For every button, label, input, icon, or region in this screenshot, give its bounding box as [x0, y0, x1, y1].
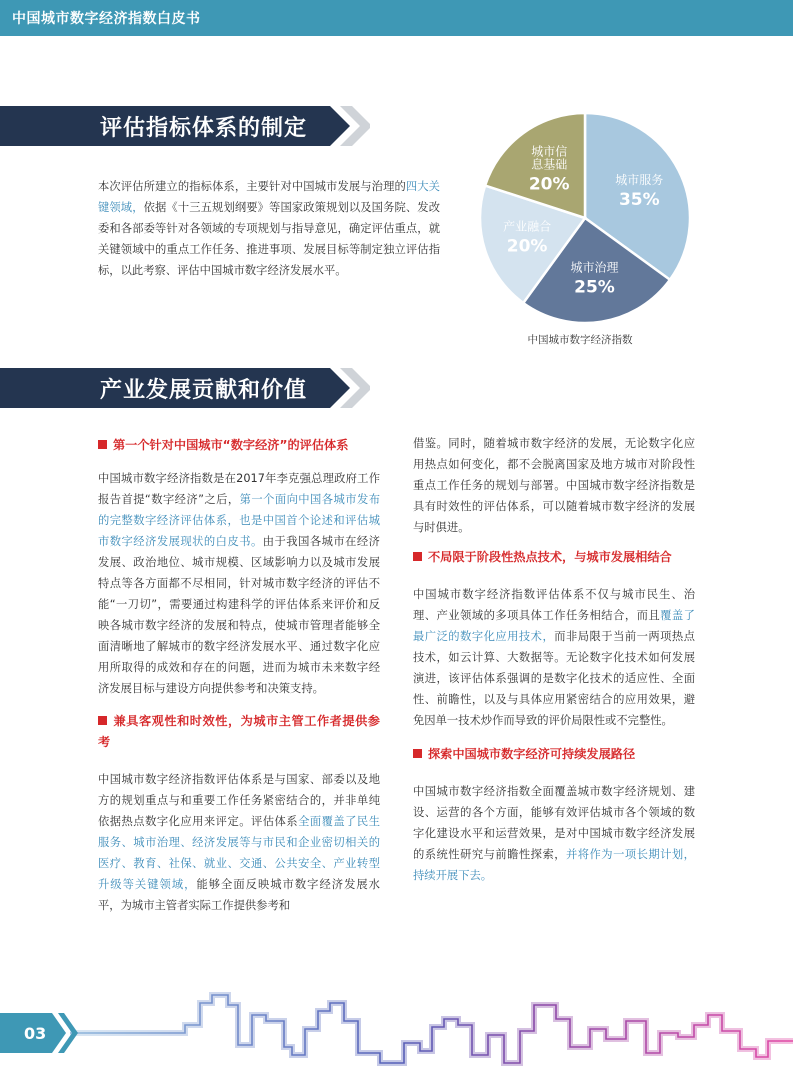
intro-text: 本次评估所建立的指标体系，主要针对中国城市发展与治理的 — [98, 180, 406, 193]
slice-percent: 20% — [528, 174, 570, 195]
pie-chart — [475, 108, 695, 328]
slice-percent: 25% — [574, 277, 615, 298]
slice-label: 产业融合 — [503, 219, 552, 234]
left-column — [98, 435, 380, 916]
section-banner-value — [0, 368, 370, 408]
document-title: 中国城市数字经济指数白皮书 — [12, 11, 201, 27]
header-bar — [0, 0, 793, 36]
intro-paragraph — [98, 176, 440, 281]
slice-label: 城市信 — [531, 144, 568, 159]
slice-percent: 35% — [618, 189, 660, 210]
slice-percent: 20% — [506, 236, 548, 257]
section-title: 评估指标体系的制定 — [100, 116, 308, 141]
intro-highlight: 四大关键领域， — [98, 180, 440, 214]
subheading: 探索中国城市数字经济可持续发展路径 — [413, 744, 695, 765]
page-number: 03 — [24, 1024, 47, 1043]
paragraph: 中国城市数字经济指数评估体系是与国家、部委以及地方的规划重点与和重要工作任务紧密结合的，并非单纯依据热点数字化应用来评定。评估体系全面覆盖了民生服务、城市治理、经济发展等与市民和企业密切相关的医疗、教育、社保、就业、交通、公共安全、产业转型升级等关键领域，能够全面反映城市数字经济发展水平，为城市主管者实际工作提供参考和 — [98, 773, 380, 912]
slice-label: 息基础 — [531, 157, 568, 172]
paragraph: 中国城市数字经济指数全面覆盖城市数字经济规划、建设、运营的各个方面，能够有效评估城市各个领域的数字化建设水平和运营效果，是对中国城市数字经济发展的系统性研究与前瞻性探索，并将作为一项长期计划，持续开展下去。 — [413, 785, 695, 882]
intro-text-2: 依据《十三五规划纲要》等国家政策规划以及国务院、发改委和各部委等针对各领域的专项规划与指导意见，确定评估重点，就关键领域中的重点工作任务、推进事项、发展目标等制定独立评估指标，以此考察、评估中国城市数字经济发展水平。 — [98, 201, 440, 277]
paragraph: 中国城市数字经济指数是在2017年李克强总理政府工作报告首提“数字经济”之后，第一个面向中国各城市发布的完整数字经济评估体系，也是中国首个论述和评估城市数字经济发展现状的白皮书。由于我国各城市在经济发展、政治地位、城市规模、区域影响力以及城市发展特点等各方面都不尽相同，针对城市数字经济的评估不能“一刀切”，需要通过构建科学的评估体系来评价和反映各城市数字经济的发展和特点，使城市管理者能够全面清晰地了解城市的数字经济发展水平、通过数字化应用所取得的成效和存在的问题，进而为城市未来数字经济发展目标与建设方向提供参考和决策支持。 — [98, 472, 380, 695]
slice-label: 城市服务 — [615, 172, 664, 187]
section-banner-indicators — [0, 106, 370, 146]
slice-label: 城市治理 — [570, 260, 619, 275]
section-title: 产业发展贡献和价值 — [100, 378, 308, 403]
chart-caption: 中国城市数字经济指数 — [527, 334, 633, 346]
subheading: 不局限于阶段性热点技术，与城市发展相结合 — [413, 547, 695, 568]
paragraph: 借鉴。同时，随着城市数字经济的发展，无论数字化应用热点如何变化，都不会脱离国家及地方城市对阶段性重点工作任务的规划与部署。中国城市数字经济指数是具有时效性的评估体系，可以随着城市数字经济的发展与时俱进。 — [413, 437, 695, 534]
skyline-decoration — [0, 985, 793, 1077]
right-column — [413, 433, 695, 886]
subheading: 兼具客观性和时效性，为城市主管工作者提供参考 — [98, 714, 380, 749]
subheading: 第一个针对中国城市“数字经济”的评估体系 — [98, 435, 380, 456]
paragraph: 中国城市数字经济指数评估体系不仅与城市民生、治理、产业领域的多项具体工作任务相结合，而且覆盖了最广泛的数字化应用技术，而非局限于当前一两项热点技术，如云计算、大数据等。无论数字化技术如何发展演进，该评估体系强调的是数字化技术的适应性、全面性、前瞻性，以及与具体应用紧密结合的应用效果，避免因单一技术炒作而导致的评价局限性或不完整性。 — [413, 588, 695, 727]
